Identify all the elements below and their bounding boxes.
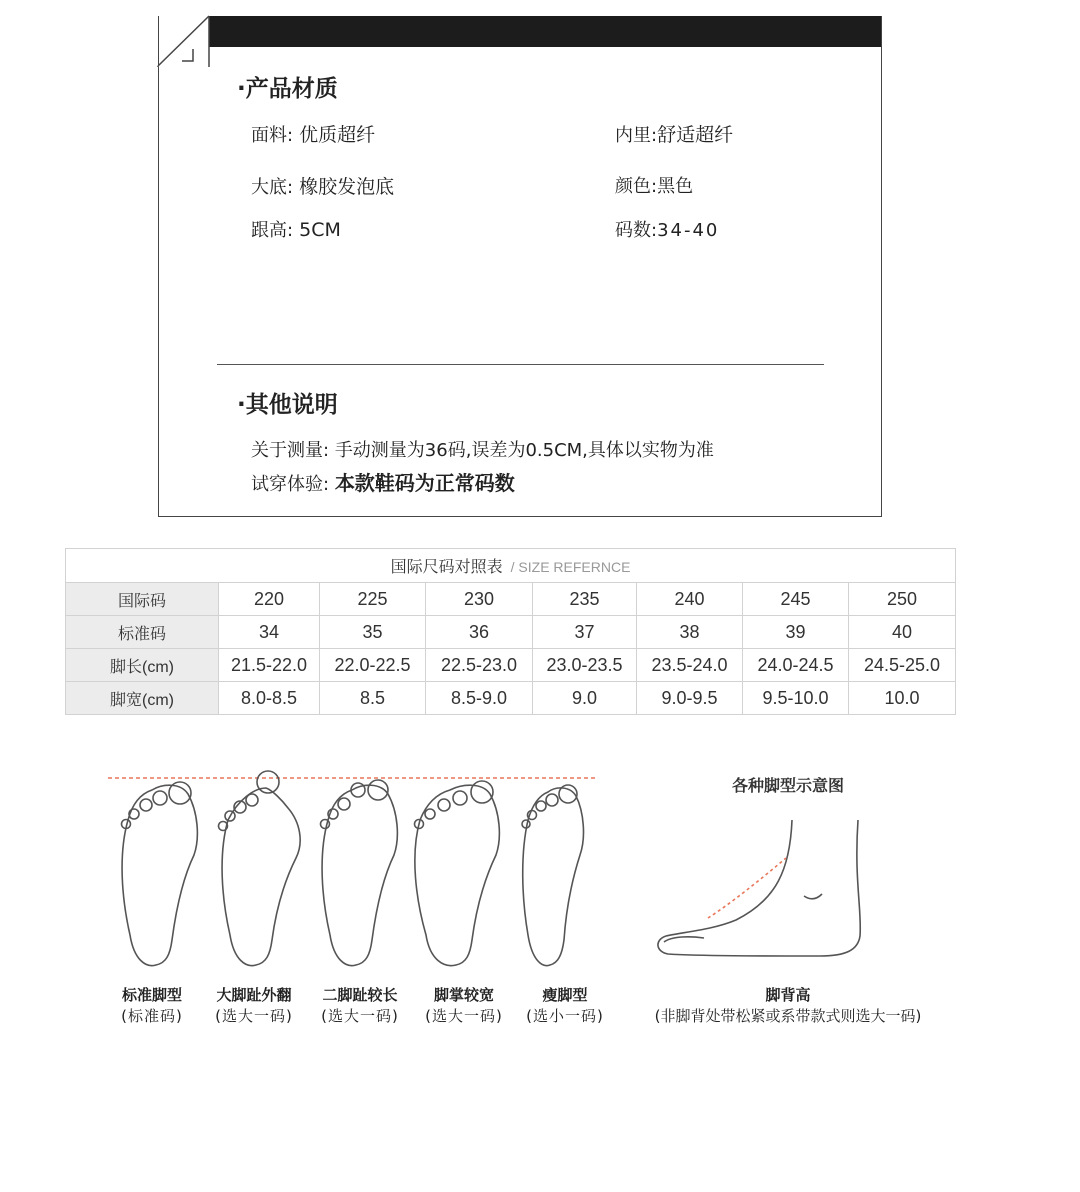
note-fitting: 试穿体验: 本款鞋码为正常码数 [251, 471, 515, 495]
table-cell: 39 [743, 616, 849, 649]
size-reference-table [65, 548, 956, 715]
foot-type-advice: (选大一码) [425, 1007, 503, 1025]
table-cell: 250 [849, 583, 956, 616]
table-cell: 9.0 [533, 682, 637, 715]
table-cell: 24.5-25.0 [849, 649, 956, 682]
foot-type-name: 脚掌较宽 [433, 986, 495, 1004]
table-cell: 235 [533, 583, 637, 616]
bunion-foot-icon [219, 771, 301, 966]
foot-type-advice: (选小一码) [526, 1007, 604, 1025]
table-cell: 22.0-22.5 [320, 649, 426, 682]
instep-foot-icon [658, 820, 860, 956]
note-measure: 关于测量: 手动测量为36码,误差为0.5CM,具体以实物为准 [251, 440, 714, 461]
foot-type-advice: (标准码) [121, 1007, 183, 1025]
instep-name: 脚背高 [765, 986, 811, 1004]
foot-type-advice: (选大一码) [321, 1007, 399, 1025]
section-divider [217, 364, 824, 365]
size-table-caption: 国际尺码对照表 / SIZE REFERNCE [66, 549, 956, 583]
diagram-title: 各种脚型示意图 [732, 776, 845, 795]
foot-type-name: 标准脚型 [121, 986, 183, 1004]
table-cell: 36 [426, 616, 533, 649]
table-cell: 230 [426, 583, 533, 616]
spec-sizes: 码数:34-40 [615, 220, 720, 241]
spec-sole: 大底: 橡胶发泡底 [251, 176, 395, 198]
table-cell: 24.0-24.5 [743, 649, 849, 682]
card-header-bar [209, 16, 881, 47]
table-cell: 23.5-24.0 [637, 649, 743, 682]
row-header: 脚宽(cm) [66, 682, 219, 715]
long-second-toe-foot-icon [321, 780, 398, 966]
table-cell: 9.5-10.0 [743, 682, 849, 715]
table-cell: 40 [849, 616, 956, 649]
table-cell: 34 [219, 616, 320, 649]
table-cell: 9.0-9.5 [637, 682, 743, 715]
row-header: 标准码 [66, 616, 219, 649]
table-cell: 240 [637, 583, 743, 616]
spec-lining: 内里:舒适超纤 [615, 124, 734, 146]
product-info-card [158, 16, 882, 517]
table-cell: 8.5 [320, 682, 426, 715]
materials-title: ·产品材质 [237, 76, 338, 102]
table-row [66, 649, 956, 682]
spec-upper: 面料: 优质超纤 [251, 124, 376, 146]
instep-advice: (非脚背处带松紧或系带款式则选大一码) [654, 1007, 922, 1025]
foot-type-name: 大脚趾外翻 [216, 986, 292, 1004]
standard-foot-icon [122, 782, 198, 966]
table-row [66, 583, 956, 616]
table-cell: 23.0-23.5 [533, 649, 637, 682]
row-header: 国际码 [66, 583, 219, 616]
table-row [66, 616, 956, 649]
notes-title: ·其他说明 [237, 392, 338, 418]
table-cell: 37 [533, 616, 637, 649]
wide-foot-icon [415, 781, 500, 966]
row-header: 脚长(cm) [66, 649, 219, 682]
foot-type-name: 瘦脚型 [542, 986, 588, 1004]
spec-heel: 跟高: 5CM [251, 219, 341, 241]
table-cell: 8.5-9.0 [426, 682, 533, 715]
table-cell: 245 [743, 583, 849, 616]
table-cell: 8.0-8.5 [219, 682, 320, 715]
table-cell: 38 [637, 616, 743, 649]
spec-color: 颜色:黑色 [615, 176, 694, 197]
table-cell: 220 [219, 583, 320, 616]
table-cell: 22.5-23.0 [426, 649, 533, 682]
foot-type-name: 二脚趾较长 [322, 986, 398, 1004]
table-cell: 35 [320, 616, 426, 649]
foot-type-advice: (选大一码) [215, 1007, 293, 1025]
table-row [66, 682, 956, 715]
folded-corner-icon [157, 15, 213, 67]
table-cell: 21.5-22.0 [219, 649, 320, 682]
foot-illustrations [0, 760, 1080, 980]
table-cell: 10.0 [849, 682, 956, 715]
slim-foot-icon [522, 785, 583, 966]
table-cell: 225 [320, 583, 426, 616]
